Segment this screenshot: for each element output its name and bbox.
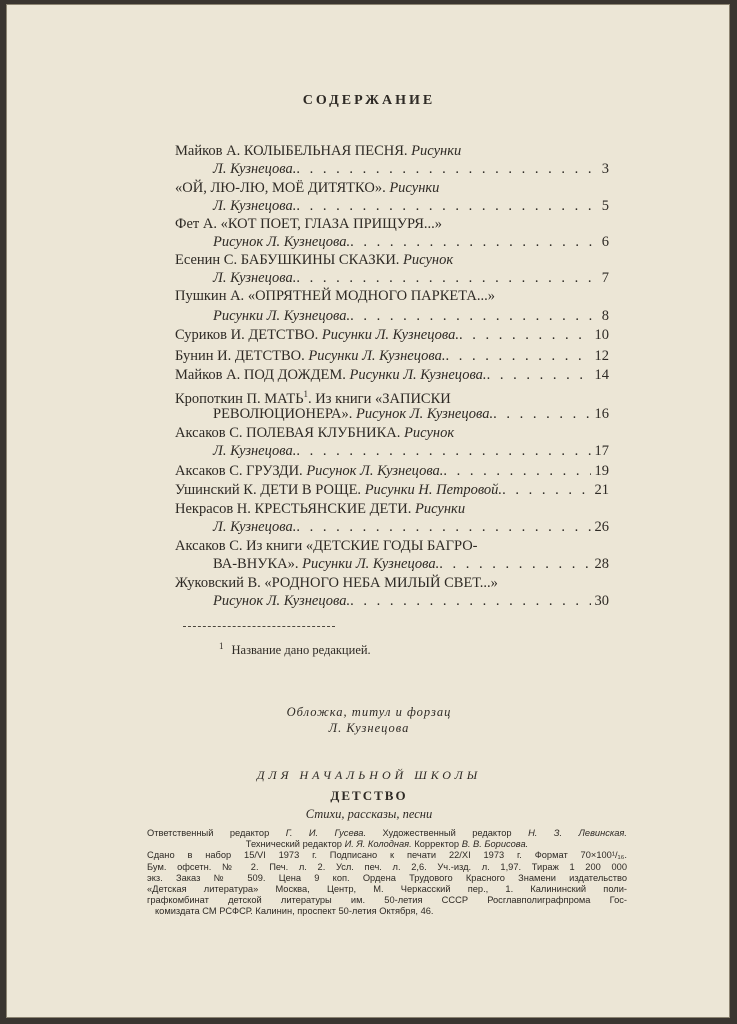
toc-entry: Аксаков С. ПОЛЕВАЯ КЛУБНИКА. Рисунок xyxy=(175,425,455,441)
page-number: 17 xyxy=(594,443,609,459)
imprint-line: Технический редактор И. Я. Колодная. Корректор В. В. Борисова. xyxy=(245,839,529,850)
imprint-line: «Детская литература» Москва, Центр, М. Черкасский пер., 1. Калининский поли- xyxy=(147,884,627,895)
page-number: 16 xyxy=(594,406,609,422)
footnote: $^1$ Название дано редакцией. xyxy=(219,641,371,658)
page-number: 5 xyxy=(601,198,609,214)
toc-entry: Кропоткин П. МАТЬ$^1$. Из книги «ЗАПИСКИ xyxy=(175,389,451,407)
toc-entry-cont: Рисунки Л. Кузнецова. . . . 8 xyxy=(213,307,609,325)
toc-entry: «ОЙ, ЛЮ-ЛЮ, МОЁ ДИТЯТКО». Рисунки xyxy=(175,180,440,196)
toc-entry-cont: РЕВОЛЮЦИОНЕРА». Рисунок Л. Кузнецова. . . . 16 xyxy=(213,405,609,423)
imprint xyxy=(147,828,627,918)
page-number: 26 xyxy=(594,519,609,535)
imprint-line: комиздата СМ РСФСР. Калинин, проспект 50-летия Октября, 46. xyxy=(155,906,434,917)
toc-entry-cont: ВА-ВНУКА». Рисунки Л. Кузнецова. . . . 28 xyxy=(213,555,609,573)
page-number: 7 xyxy=(601,270,609,286)
toc-entry-cont: Л. Кузнецова. . . . 7 xyxy=(213,269,609,287)
page-number: 8 xyxy=(601,308,609,324)
cover-credit-line1: Обложка, титул и форзац xyxy=(286,705,452,719)
page-number: 19 xyxy=(594,463,609,479)
imprint-line: графкомбинат детской литературы им. 50-летия СССР Росглавполиграфпрома Гос- xyxy=(147,895,627,906)
footnote-rule xyxy=(183,626,335,627)
page-number: 6 xyxy=(601,234,609,250)
page-number: 3 xyxy=(601,161,609,177)
book-subtitle: Стихи, рассказы, песни xyxy=(305,807,433,821)
toc-entry: Есенин С. БАБУШКИНЫ СКАЗКИ. Рисунок xyxy=(175,252,454,268)
toc-entry: Майков А. ПОД ДОЖДЕМ. Рисунки Л. Кузнецова. . . . 14 xyxy=(175,366,609,384)
toc-entry: Фет А. «КОТ ПОЕТ, ГЛАЗА ПРИЩУРЯ...» xyxy=(175,216,442,232)
page-number: 14 xyxy=(594,367,609,383)
imprint-line: экз. Заказ № 509. Цена 9 коп. Ордена Трудового Красного Знамени издательство xyxy=(147,872,627,883)
toc-entry: Некрасов Н. КРЕСТЬЯНСКИЕ ДЕТИ. Рисунки xyxy=(175,501,466,517)
book-title: ДЕТСТВО xyxy=(330,788,408,803)
contents-heading: СОДЕРЖАНИЕ xyxy=(302,93,436,108)
toc-entry: Аксаков С. Из книги «ДЕТСКИЕ ГОДЫ БАГРО- xyxy=(175,538,478,554)
toc-entry: Аксаков С. ГРУЗДИ. Рисунок Л. Кузнецова. . . . 19 xyxy=(175,462,609,480)
page-number: 10 xyxy=(594,327,609,343)
toc-entry: Ушинский К. ДЕТИ В РОЩЕ. Рисунки Н. Петровой. . . . 21 xyxy=(175,481,609,499)
page-number: 30 xyxy=(594,593,609,609)
imprint-line: Ответственный редактор Г. И. Гусева. Художественный редактор Н. З. Левинская. xyxy=(147,828,627,838)
toc-entry: Жуковский В. «РОДНОГО НЕБА МИЛЫЙ СВЕТ...» xyxy=(175,575,498,591)
page-number: 21 xyxy=(594,482,609,498)
page-number: 28 xyxy=(594,556,609,572)
cover-credit-line2: Л. Кузнецова xyxy=(328,721,410,735)
imprint-line: Сдано в набор 15/VI 1973 г. Подписано к печати 22/XI 1973 г. Формат 70×100¹/₁₆. xyxy=(147,850,627,861)
toc-entry-cont: Л. Кузнецова. . . . 17 xyxy=(213,442,609,460)
series-title: ДЛЯ НАЧАЛЬНОЙ ШКОЛЫ xyxy=(256,768,482,782)
toc-entry: Пушкин А. «ОПРЯТНЕЙ МОДНОГО ПАРКЕТА...» xyxy=(175,288,495,304)
toc-entry: Майков А. КОЛЫБЕЛЬНАЯ ПЕСНЯ. Рисунки xyxy=(175,143,462,159)
toc-entry: Бунин И. ДЕТСТВО. Рисунки Л. Кузнецова. . . . 12 xyxy=(175,347,609,365)
toc-entry-cont: Л. Кузнецова. . . . 26 xyxy=(213,518,609,536)
page xyxy=(6,4,730,1018)
page-number: 12 xyxy=(594,348,609,364)
toc-entry-cont: Л. Кузнецова. . . . 5 xyxy=(213,197,609,215)
toc-entry-cont: Рисунок Л. Кузнецова. . . . 30 xyxy=(213,592,609,610)
toc-entry: Суриков И. ДЕТСТВО. Рисунки Л. Кузнецова. . . . 10 xyxy=(175,326,609,344)
toc-entry-cont: Рисунок Л. Кузнецова. . . . 6 xyxy=(213,233,609,251)
toc-entry-cont: Л. Кузнецова. . . . 3 xyxy=(213,160,609,178)
imprint-line: Бум. офсетн. № 2. Печ. л. 2. Усл. печ. л. 2,6. Уч.-изд. л. 1,97. Тираж 1 200 000 xyxy=(147,861,627,872)
